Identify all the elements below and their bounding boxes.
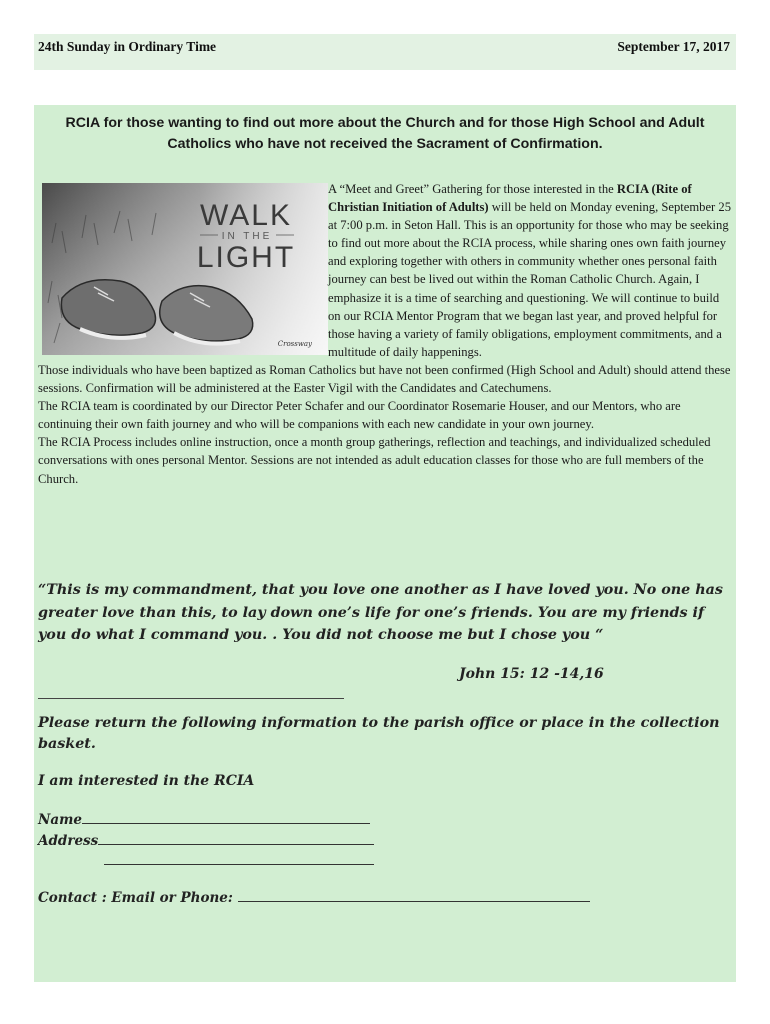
address-line-2[interactable] (104, 853, 374, 865)
scripture-quote: “This is my commandment, that you love one another as I have loved you. No one has greater love than this, to lay down one’s life for one’s friends. You are my friends if you do what I command you. . You did not choose me but I chose you “ (38, 582, 723, 643)
address-field-line-2[interactable] (104, 853, 374, 869)
calendar-date: September 17, 2017 (617, 39, 730, 54)
article-title (34, 113, 736, 155)
paragraph-meet-and-greet: A “Meet and Greet” Gathering for those interested in the RCIA (Rite of Christian Initiation of Adults) will be held on Monday evening, September 25 at 7:00 p.m. in Seton Hall. This is an opportunity for those who may be seeking to find out more about the RCIA process, while sharing ones own faith journey and exploring together with others in community whether ones personal faith journey can best be lived out within the Roman Catholic Church. Again, I emphasize it is a time of searching and questioning. We will continue to build on our RCIA Mentor Program that we began last year, and proved helpful for those having a variety of family obligations, employment commitments, and a multitude of daily happenings. (328, 182, 731, 359)
scripture-citation: John 15: 12 -14,16 (459, 666, 604, 682)
image-title-walk: WALK (200, 199, 292, 232)
address-line-1[interactable] (98, 833, 374, 845)
liturgical-date: 24th Sunday in Ordinary Time (38, 39, 217, 54)
image-title-in-the: IN THE (221, 231, 273, 242)
paragraph-process: The RCIA Process includes online instruction, once a month group gatherings, reflection and teachings, and individualized scheduled conversations with ones personal Mentor. Sessions are not intended as adult education classes for those who are full members of the Church. (38, 435, 711, 486)
contact-label: Contact : Email or Phone: (38, 890, 233, 906)
paragraph-team: The RCIA team is coordinated by our Director Peter Schafer and our Coordinator Rosemarie Houser, and our Mentors, who are continuing their own faith journey and who will be companions with each new candidate in your own journey. (38, 399, 681, 432)
name-label: Name (38, 812, 82, 828)
name-field[interactable] (38, 812, 370, 828)
article-title-line-2: Catholics who have not received the Sacrament of Confirmation. (167, 136, 603, 152)
address-label: Address (38, 833, 99, 849)
bulletin-header (34, 34, 736, 70)
article-body (38, 180, 732, 488)
name-line[interactable] (82, 812, 370, 824)
address-field[interactable] (38, 833, 374, 849)
rcia-article-panel (34, 105, 736, 982)
paragraph-confirmation: Those individuals who have been baptized as Roman Catholics but have not been confirmed (High School and Adult) should attend these sessions. Confirmation will be administered at the Easter Vigil with the Candidates and Catechumens. (38, 362, 731, 396)
contact-line[interactable] (238, 890, 590, 902)
section-divider (38, 698, 344, 699)
rcia-definition: RCIA (Rite of Christian Initiation of Adults) (328, 182, 692, 215)
article-title-line-1: RCIA for those wanting to find out more about the Church and for those High School and Adult (65, 115, 705, 131)
return-instructions: Please return the following information to the parish office or place in the collection basket. (38, 715, 720, 752)
interest-statement: I am interested in the RCIA (38, 773, 255, 789)
image-title-light: LIGHT (196, 241, 296, 274)
image-caption: Crossway (277, 340, 312, 348)
contact-field[interactable] (38, 890, 590, 906)
